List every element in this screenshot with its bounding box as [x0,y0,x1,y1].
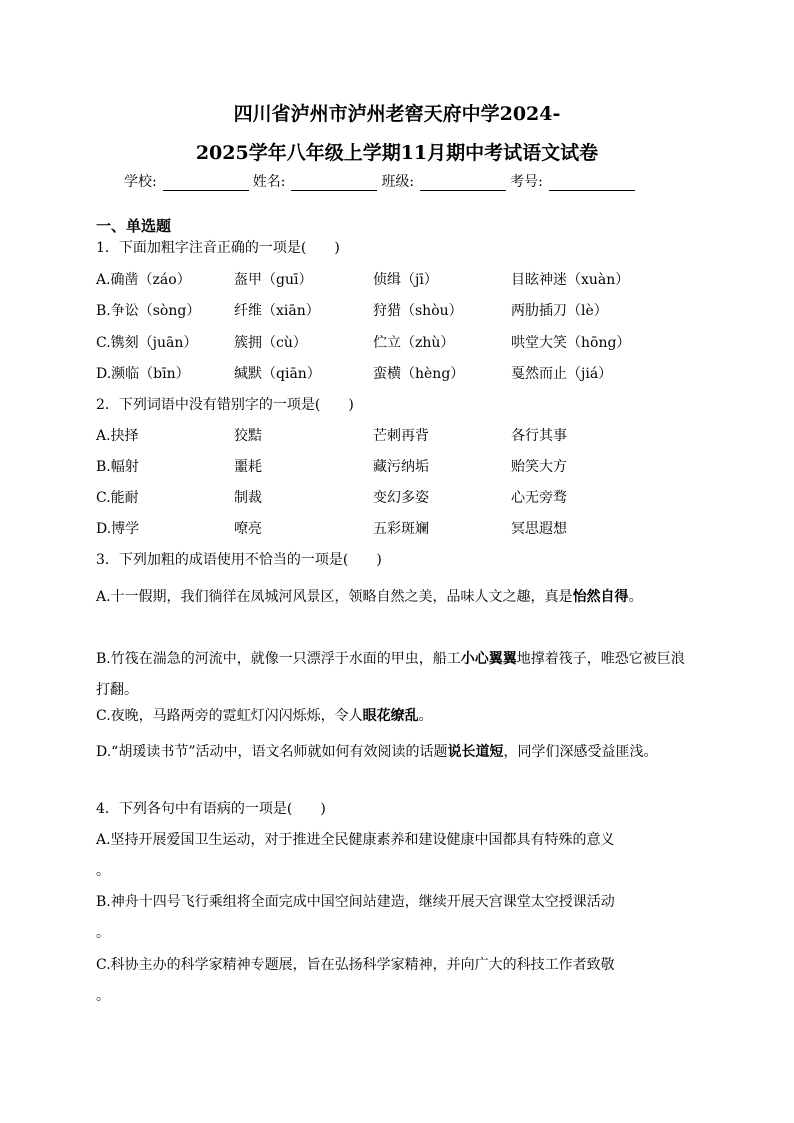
q2-d-1: D.博学 [96,521,140,537]
exam-number-label: 考号: [510,174,543,190]
q2-a-3: 芒刺再背 [373,428,429,444]
section-heading: 一、单选题 [96,217,172,235]
q1-c-3: 伫立（zhù） [373,335,455,351]
q4-option-c: C.科协主办的科学家精神专题展，旨在弘扬科学家精神，并向广大的科技工作者致敬 [96,957,615,973]
q4-option-c-end: 。 [96,988,110,1004]
q3-d-text: D.“胡瑗读书节”活动中，语文名师就如何有效阅读的话题 [96,744,448,760]
q3-option-a [96,582,690,613]
q3-c-end: 。 [418,708,433,724]
q2-d-4: 冥思遐想 [511,521,567,537]
q2-c-4: 心无旁骛 [511,490,567,506]
q1-d-1: D.濒临（bīn） [96,366,190,382]
q4-stem: 4．下列各句中有语病的一项是( ) [96,801,326,817]
q1-a-2: 盔甲（guī） [234,272,313,288]
q1-stem: 1．下面加粗字注音正确的一项是( ) [96,240,340,256]
q2-a-1: A.抉择 [96,428,139,444]
q2-c-3: 变幻多姿 [373,490,429,506]
school-blank[interactable] [163,174,249,191]
q4-option-b-end: 。 [96,925,110,941]
q2-a-2: 狡黠 [234,428,262,444]
q2-a-4: 各行其事 [511,428,567,444]
q2-c-2: 制裁 [234,490,262,506]
q1-b-4: 两肋插刀（lè） [511,303,608,319]
q3-stem: 3．下列加粗的成语使用不恰当的一项是( ) [96,552,382,568]
q1-d-2: 缄默（qiān） [234,366,321,382]
q1-c-1: C.镌刻（juān） [96,335,198,351]
q1-a-1: A.确凿（záo） [96,272,191,288]
q1-d-4: 戛然而止（jiá） [511,366,613,382]
q1-d-3: 蛮横（hèng） [373,366,465,382]
q1-b-2: 纤维（xiān） [234,303,320,319]
q2-b-2: 噩耗 [234,459,262,475]
q3-b-end: 地撑着筏子，唯恐它被巨浪打翻。 [96,651,685,698]
q3-a-text: A.十一假期，我们徜徉在凤城河风景区，领略自然之美，品味人文之趣，真是 [96,589,573,605]
class-blank[interactable] [420,174,506,191]
q3-b-bold-idiom: 小心翼翼 [460,651,517,667]
q1-a-4: 目眩神迷（xuàn） [511,272,630,288]
q3-b-text: B.竹筏在湍急的河流中，就像一只漂浮于水面的甲虫，船工 [96,651,461,667]
q1-b-1: B.争讼（sòng） [96,303,201,319]
q1-c-4: 哄堂大笑（hōng） [511,335,631,351]
q3-c-text: C.夜晚，马路两旁的霓虹灯闪闪烁烁，令人 [96,708,363,724]
school-label: 学校: [124,174,157,190]
q4-option-a: A.坚持开展爱国卫生运动，对于推进全民健康素养和建设健康中国都具有特殊的意义 [96,832,615,848]
q2-stem: 2．下列词语中没有错别字的一项是( ) [96,397,354,413]
q3-a-bold-idiom: 怡然自得 [572,589,629,605]
student-info-fields [124,171,639,191]
q1-b-3: 狩猎（shòu） [373,303,463,319]
name-label: 姓名: [252,174,286,190]
q2-b-3: 藏污纳垢 [373,459,429,475]
q1-c-2: 簇拥（cù） [234,335,307,351]
q1-a-3: 侦缉（jī） [373,272,438,288]
q4-option-b: B.神舟十四号飞行乘组将全面完成中国空间站建造，继续开展天宫课堂太空授课活动 [96,894,615,910]
exam-number-blank[interactable] [549,174,635,191]
q3-option-b [96,644,690,706]
q3-d-end: ，同学们深感受益匪浅。 [503,744,658,760]
class-label: 班级: [381,174,415,190]
q3-option-d [96,737,690,768]
exam-title-line2: 2025学年八年级上学期11月期中考试语文试卷 [195,142,599,164]
exam-title-line1: 四川省泸州市泸州老窖天府中学2024- [233,103,561,125]
q2-b-1: B.幅射 [96,459,139,475]
q3-a-end: 。 [628,589,643,605]
name-blank[interactable] [291,174,377,191]
q2-b-4: 贻笑大方 [511,459,567,475]
q2-c-1: C.能耐 [96,490,139,506]
q3-c-bold-idiom: 眼花缭乱 [362,708,419,724]
q3-d-bold-idiom: 说长道短 [447,744,504,760]
q4-option-a-end: 。 [96,863,110,879]
q2-d-3: 五彩斑斓 [373,521,429,537]
q2-d-2: 嘹亮 [234,521,262,537]
q3-option-c [96,706,433,726]
